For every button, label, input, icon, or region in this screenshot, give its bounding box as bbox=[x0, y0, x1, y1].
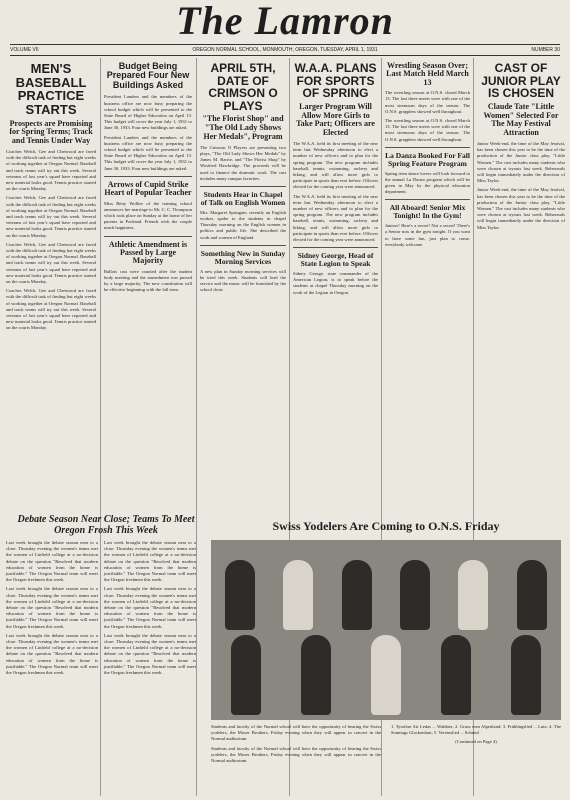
debate-body-continued: Last week brought the debate season near to a close. Thursday evening the women's teams met the women of Linfield college at a no-decision debate on the question "Resolved that modern education of women from the home is justifiable." The Oregon Normal team will meet the Oregon freshmen this week. bbox=[6, 586, 98, 629]
column-5 bbox=[385, 62, 470, 537]
column-4 bbox=[293, 62, 378, 537]
person-figure bbox=[400, 560, 430, 630]
allaboard-headline: All Aboard! Senior Mix Tonight! In the Gym! bbox=[389, 203, 466, 221]
arrows-headline: Arrows of Cupid Strike Heart of Popular Teacher bbox=[104, 179, 192, 198]
person-figure bbox=[301, 635, 331, 715]
column-2 bbox=[104, 62, 192, 512]
debate-article bbox=[6, 515, 206, 795]
waa-body-continued: The W.A.A. held its first meeting of the new term last Wednesday afternoon to elect a number of new officers and to plan for the spring program. The new program includes baseball, tennis, swimming, archery and hiking, and will allow more girls to participate in sports than ever before. Officers elected for the coming year were announced. bbox=[293, 193, 378, 243]
junior-play-body: Junior Week-end, the time of the May festival, has been chosen this year to be the time of the production of the Junior class play, "Little Women." The cast includes many students who were chosen at tryouts last week. Rehearsals will begin immediately under the direction of Miss Taylor. bbox=[477, 140, 565, 184]
photo-front-row bbox=[211, 635, 561, 715]
person-figure bbox=[342, 560, 372, 630]
budget-body: President Landers and the members of the business office are now busy preparing the school budget which will be presented to the State Board of Higher Education on April 13. This budget will cover the year July 1, 1931 to June 30, 1933. Four new buildings are asked. bbox=[104, 94, 192, 131]
crimson-body: The Crimson O Players are presenting two plays, "The Old Lady Shows Her Medals" by James M. Barrie, and "The Florist Shop" by Winifred Hawkridge. The proceeds will be used to finance the dramatic work. The cast includes many campus favorites. bbox=[200, 144, 286, 181]
yodelers-caption: Students and faculty of the Normal school will have the opportunity of hearing the Swiss yodelers, the Moser Brothers, Friday evening when they will appear in concert in the Normal auditorium. bbox=[211, 724, 381, 742]
photo-caption-right bbox=[391, 724, 561, 796]
masthead bbox=[0, 0, 570, 43]
column-6 bbox=[477, 62, 565, 537]
column-3 bbox=[200, 62, 286, 537]
dateline bbox=[10, 44, 560, 56]
person-figure bbox=[283, 560, 313, 630]
sidney-body: Sidney George, state commander of the American Legion, is to speak before the students at chapel Thursday morning on the work of the Legion in Oregon. bbox=[293, 270, 378, 295]
dateline-center: OREGON NORMAL SCHOOL, MONMOUTH, OREGON, TUESDAY, APRIL 1, 1931 bbox=[192, 47, 378, 53]
yodelers-photo bbox=[211, 540, 561, 720]
baseball-headline: MEN'S BASEBALL PRACTICE STARTS bbox=[15, 62, 87, 117]
something-headline: Something New in Sunday Morning Services bbox=[200, 248, 286, 266]
continued-note: (Continued on Page 4) bbox=[455, 739, 497, 745]
budget-headline: Budget Being Prepared Four New Buildings Asked bbox=[106, 62, 190, 90]
students-headline: Students Hear in Chapel of Talk on English Women bbox=[200, 189, 286, 207]
debate-body-continued: Last week brought the debate season near to a close. Thursday evening the women's teams met the women of Linfield college at a no-decision debate on the question "Resolved that modern education of women from the home is justifiable." The Oregon Normal team will meet the Oregon freshmen this week. bbox=[6, 632, 98, 676]
person-figure bbox=[458, 560, 488, 630]
volume-label: VOLUME VII bbox=[10, 47, 39, 53]
danza-headline: La Danza Booked For Fall Spring Feature Program bbox=[385, 150, 470, 168]
article-rule bbox=[104, 236, 192, 237]
person-figure bbox=[225, 560, 255, 630]
baseball-body-continued: Coaches Welch, Gee and Chetwood are faced with the difficult task of finding but eight weeks of working together at Oregon Normal. Baseball and track teams will try out this week. Several veterans of last year's squad have reported and new material looks good. Tennis practice started on the courts Monday. bbox=[6, 195, 96, 238]
baseball-body-continued: Coaches Welch, Gee and Chetwood are faced with the difficult task of finding but eight weeks of working together at Oregon Normal. Baseball and track teams will try out this week. Several veterans of last year's squad have reported and new material looks good. Tennis practice started on the courts Monday. bbox=[6, 241, 96, 285]
debate-body: Last week brought the debate season near to a close. Thursday evening the women's teams met the women of Linfield college at a no-decision debate on the question "Resolved that modern education of women from the home is justifiable." The Oregon Normal team will meet the Oregon freshmen this week. bbox=[6, 540, 98, 583]
waa-body: The W.A.A. held its first meeting of the new term last Wednesday afternoon to elect a number of new officers and to plan for the spring program. The new program includes baseball, tennis, swimming, archery and hiking, and will allow more girls to participate in sports than ever before. Officers elected for the coming year were announced. bbox=[293, 140, 378, 190]
junior-play-subhead: Claude Tate "Little Women" Selected For The May Festival Attraction bbox=[483, 101, 559, 138]
photo-headline-block bbox=[211, 520, 561, 538]
person-figure bbox=[441, 635, 471, 715]
person-figure bbox=[371, 635, 401, 715]
athletic-body: Ballots cast were counted after the student body meeting and the amendment was passed by a large majority. The new constitution will be effective beginning with the fall term. bbox=[104, 268, 192, 293]
wrestling-headline: Wrestling Season Over; Last Match Held March 13 bbox=[386, 62, 469, 87]
baseball-body: Coaches Welch, Gee and Chetwood are faced with the difficult task of finding but eight weeks of working together at Oregon Normal. Baseball and track teams will try out this week. Several veterans of last year's squad have reported and new material looks good. Tennis practice started on the courts Monday. bbox=[6, 148, 96, 192]
article-rule bbox=[385, 147, 470, 148]
debate-body-continued: Last week brought the debate season near to a close. Thursday evening the women's teams met the women of Linfield college at a no-decision debate on the question "Resolved that modern education of women from the home is justifiable." The Oregon Normal team will meet the Oregon freshmen this week. bbox=[104, 632, 196, 676]
article-rule bbox=[293, 247, 378, 248]
person-figure bbox=[511, 635, 541, 715]
waa-subhead: Larger Program Will Allow More Girls to Take Part; Officers are Elected bbox=[296, 101, 375, 138]
baseball-subhead: Prospects are Promising for Spring Terms; Track and Tennis Under Way bbox=[9, 118, 93, 146]
baseball-body-continued: Coaches Welch, Gee and Chetwood are faced with the difficult task of finding but eight weeks of working together at Oregon Normal. Baseball and track teams will try out this week. Several veterans of last year's squad have reported and new material looks good. Tennis practice started on the courts Monday. bbox=[6, 288, 96, 331]
danza-body: Spring term dance lovers will look forward to the annual La Danza program which will be given in May by the physical education department. bbox=[385, 170, 470, 195]
athletic-headline: Athletic Amendment is Passed by Large Majority bbox=[108, 239, 188, 266]
crimson-subhead: "The Florist Shop" and "The Old Lady Shows Her Medals", Program bbox=[202, 114, 284, 141]
yodelers-headline: Swiss Yodelers Are Coming to O.N.S. Friday bbox=[272, 520, 500, 533]
junior-play-headline: CAST OF JUNIOR PLAY IS CHOSEN bbox=[481, 62, 561, 101]
students-body: Mrs. Margaret Springate, recently an English worker, spoke to the students in chapel Thursday morning on the English women in politics and public life. She described the work and women of England. bbox=[200, 209, 286, 240]
something-body: A new plan in Sunday morning services will be tried this week. Students will lead the service and the music will be furnished by the school choir. bbox=[200, 268, 286, 293]
arrows-body: Miss Betty Wollter of the training school announces her marriage to Mr. C. C. Thompson which took place on Sunday at the home of her parents in Portland. Friends wish the couple much happiness. bbox=[104, 200, 192, 231]
debate-headline: Debate Season Near Close; Teams To Meet Oregon Frosh This Week bbox=[17, 515, 195, 536]
photo-caption-left bbox=[211, 724, 381, 796]
article-rule bbox=[385, 199, 470, 200]
debate-body-continued: Last week brought the debate season near to a close. Thursday evening the women's teams met the women of Linfield college at a no-decision debate on the question "Resolved that modern education of women from the home is justifiable." The Oregon Normal team will meet the Oregon freshmen this week. bbox=[104, 586, 196, 629]
sidney-headline: Sidney George, Head of State Legion to Speak bbox=[297, 251, 374, 269]
article-rule bbox=[104, 176, 192, 177]
photo-back-row bbox=[211, 560, 561, 630]
masthead-title: The Lamron bbox=[176, 0, 394, 43]
article-rule bbox=[200, 186, 286, 187]
crimson-headline: APRIL 5TH, DATE OF CRIMSON O PLAYS bbox=[208, 62, 278, 113]
wrestling-body-continued: The wrestling season at O.N.S. closed March 13. The last three meets were with one of the most strenuous days of the season. The O.N.S. grapplers showed well throughout. bbox=[385, 117, 470, 142]
budget-body-continued: President Landers and the members of the business office are now busy preparing the school budget which will be presented to the State Board of Higher Education on April 13. This budget will cover the year July 1, 1931 to June 30, 1933. Four new buildings are asked. bbox=[104, 134, 192, 171]
column-1 bbox=[6, 62, 96, 512]
article-rule bbox=[200, 245, 286, 246]
wrestling-body: The wrestling season at O.N.S. closed March 13. The last three meets were with one of the most strenuous days of the season. The O.N.S. grapplers showed well throughout. bbox=[385, 90, 470, 114]
number-label: NUMBER 30 bbox=[531, 47, 560, 53]
person-figure bbox=[231, 635, 261, 715]
yodelers-caption-continued: Students and faculty of the Normal school will have the opportunity of hearing the Swiss yodelers, the Moser Brothers, Friday evening when they will appear in concert in the Normal auditorium. bbox=[211, 745, 381, 764]
yodelers-program: 1. Tyrolese Air Ledas ... Waldner; 2. Gruss vom Alpenland; 3. Frühlingslied ... Lutz; 4. The Sonntags Glockenlaut; 5. Vereinslied ... Schmid bbox=[391, 724, 561, 736]
junior-play-body-continued: Junior Week-end, the time of the May festival, has been chosen this year to be the time of the production of the Junior class play, "Little Women." The cast includes many students who were chosen at tryouts last week. Rehearsals will begin immediately under the direction of Miss Taylor. bbox=[477, 187, 565, 230]
debate-body-continued: Last week brought the debate season near to a close. Thursday evening the women's teams met the women of Linfield college at a no-decision debate on the question "Resolved that modern education of women from the home is justifiable." The Oregon Normal team will meet the Oregon freshmen this week. bbox=[104, 540, 196, 583]
allaboard-body: Juniors! Here's a secret! Not a secret! There's a Senior mix in the gym tonight. If you want to have some fun, just plan to come, everybody welcome. bbox=[385, 223, 470, 247]
person-figure bbox=[517, 560, 547, 630]
waa-headline: W.A.A. PLANS FOR SPORTS OF SPRING bbox=[294, 62, 377, 101]
